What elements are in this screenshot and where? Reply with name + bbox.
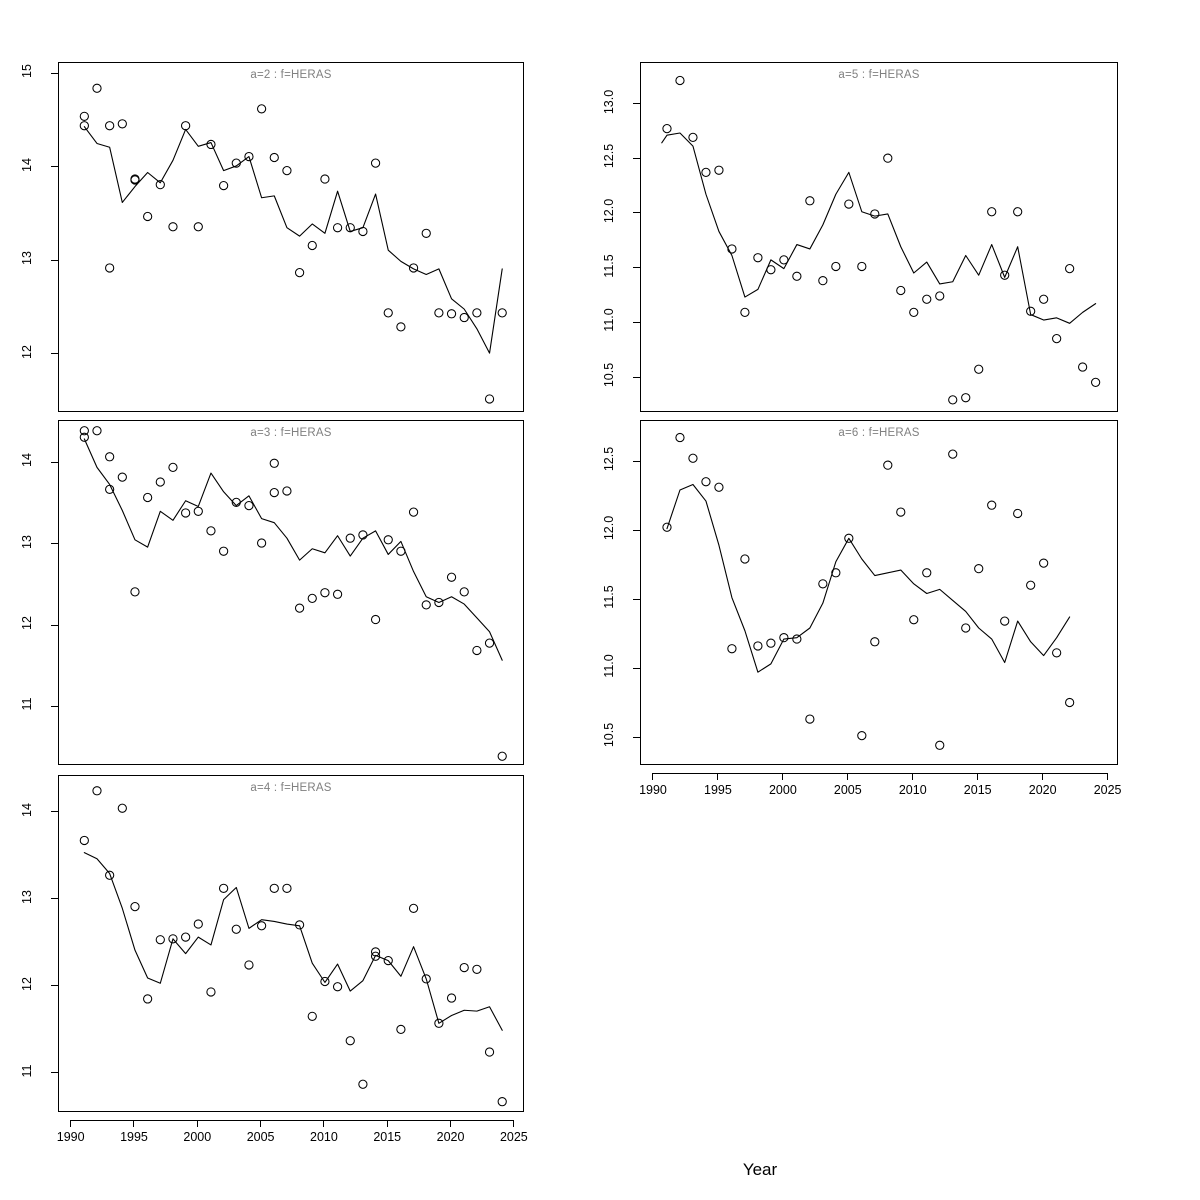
data-point	[182, 509, 190, 517]
data-point	[156, 478, 164, 486]
data-point	[702, 168, 710, 176]
x-axis-line	[653, 773, 1108, 774]
series-layer-a2	[59, 63, 524, 412]
data-point	[283, 487, 291, 495]
data-point	[447, 310, 455, 318]
data-point	[422, 601, 430, 609]
data-point	[258, 922, 266, 930]
data-point	[1092, 378, 1100, 386]
data-point	[409, 508, 417, 516]
data-point	[220, 181, 228, 189]
data-point	[910, 616, 918, 624]
data-point	[194, 223, 202, 231]
data-point	[1014, 208, 1022, 216]
x-tick-label: 2005	[246, 1130, 275, 1144]
y-tick-label: 14	[20, 802, 34, 817]
data-point	[1066, 698, 1074, 706]
data-point	[1027, 581, 1035, 589]
y-tick-label: 13	[20, 251, 34, 266]
data-point	[715, 483, 723, 491]
y-tick-label: 11.5	[602, 253, 616, 278]
data-point	[118, 120, 126, 128]
data-point	[258, 105, 266, 113]
data-point	[858, 262, 866, 270]
data-point	[845, 200, 853, 208]
y-tick-label: 11	[20, 697, 34, 711]
x-tick-label: 2010	[898, 783, 927, 797]
data-point	[460, 313, 468, 321]
y-tick-label: 13.0	[602, 89, 616, 114]
series-layer-a6	[641, 421, 1118, 765]
y-tick-label: 12	[20, 616, 34, 630]
panel-title-a5: a=5 : f=HERAS	[838, 69, 920, 81]
data-point	[936, 292, 944, 300]
x-tick-mark	[782, 773, 783, 780]
x-tick-label: 2000	[183, 1130, 212, 1144]
data-point	[144, 212, 152, 220]
data-point	[473, 309, 481, 317]
data-point	[936, 741, 944, 749]
panel-title-a4: a=4 : f=HERAS	[250, 782, 332, 794]
data-point	[806, 197, 814, 205]
fitted-line	[84, 439, 502, 660]
y-tick-label: 11.0	[602, 654, 616, 679]
data-point	[923, 295, 931, 303]
data-point	[871, 210, 879, 218]
y-tick-mark	[51, 462, 58, 463]
plot-panel-a4	[58, 775, 524, 1112]
data-point	[897, 286, 905, 294]
y-tick-label: 13	[20, 534, 34, 549]
y-tick-label: 12	[20, 976, 34, 991]
data-point	[194, 507, 202, 515]
y-tick-mark	[633, 737, 640, 738]
data-point	[923, 569, 931, 577]
y-tick-mark	[51, 625, 58, 626]
data-point	[676, 433, 684, 441]
data-point	[308, 241, 316, 249]
x-tick-mark	[652, 773, 653, 780]
data-point	[832, 262, 840, 270]
plot-panel-a6	[640, 420, 1118, 765]
y-tick-label: 11.5	[602, 585, 616, 610]
plot-panel-a5	[640, 62, 1118, 412]
x-tick-mark	[387, 1120, 388, 1127]
data-point	[910, 308, 918, 316]
x-tick-mark	[450, 1120, 451, 1127]
data-point	[106, 871, 114, 879]
x-tick-mark	[717, 773, 718, 780]
data-point	[182, 933, 190, 941]
data-point	[806, 715, 814, 723]
data-point	[296, 269, 304, 277]
y-tick-mark	[51, 543, 58, 544]
fitted-line	[84, 853, 502, 1031]
y-tick-mark	[633, 668, 640, 669]
data-point	[498, 1098, 506, 1106]
x-axis-line	[71, 1120, 514, 1121]
x-tick-label: 2005	[833, 783, 862, 797]
data-point	[397, 1025, 405, 1033]
data-point	[1079, 363, 1087, 371]
series-layer-a4	[59, 776, 524, 1112]
data-point	[194, 920, 202, 928]
data-point	[346, 534, 354, 542]
data-point	[1066, 265, 1074, 273]
panel-title-a2: a=2 : f=HERAS	[250, 69, 332, 81]
y-tick-label: 10.5	[602, 723, 616, 748]
x-tick-label: 2010	[310, 1130, 338, 1144]
data-point	[245, 961, 253, 969]
y-tick-mark	[633, 158, 640, 159]
observation-points	[80, 787, 506, 1106]
data-point	[371, 159, 379, 167]
data-point	[728, 245, 736, 253]
data-point	[270, 489, 278, 497]
data-point	[689, 133, 697, 141]
series-layer-a5	[641, 63, 1118, 412]
plot-panel-a2	[58, 62, 524, 412]
x-tick-mark	[977, 773, 978, 780]
data-point	[308, 594, 316, 602]
y-tick-label: 14	[20, 453, 34, 468]
data-point	[118, 804, 126, 812]
x-tick-label: 1990	[639, 783, 667, 797]
data-point	[897, 508, 905, 516]
data-point	[767, 639, 775, 647]
data-point	[447, 994, 455, 1002]
y-tick-mark	[51, 706, 58, 707]
x-tick-mark	[323, 1120, 324, 1127]
x-tick-label: 2000	[768, 783, 797, 797]
y-tick-label: 12.5	[602, 447, 616, 472]
data-point	[220, 547, 228, 555]
data-point	[346, 1037, 354, 1045]
data-point	[663, 125, 671, 133]
data-point	[884, 461, 892, 469]
y-tick-mark	[51, 260, 58, 261]
data-point	[460, 963, 468, 971]
data-point	[207, 140, 215, 148]
y-tick-mark	[633, 599, 640, 600]
x-tick-label: 2020	[436, 1130, 465, 1144]
y-tick-mark	[633, 530, 640, 531]
data-point	[270, 153, 278, 161]
data-point	[422, 229, 430, 237]
data-point	[793, 272, 801, 280]
x-tick-mark	[70, 1120, 71, 1127]
y-tick-mark	[633, 212, 640, 213]
data-point	[384, 536, 392, 544]
data-point	[1014, 509, 1022, 517]
data-point	[283, 884, 291, 892]
data-point	[473, 965, 481, 973]
data-point	[447, 573, 455, 581]
data-point	[676, 76, 684, 84]
observation-points	[663, 76, 1100, 404]
data-point	[988, 501, 996, 509]
data-point	[131, 903, 139, 911]
data-point	[460, 588, 468, 596]
data-point	[207, 527, 215, 535]
data-point	[485, 639, 493, 647]
panel-title-a3: a=3 : f=HERAS	[250, 427, 332, 439]
data-point	[949, 396, 957, 404]
data-point	[485, 395, 493, 403]
data-point	[384, 309, 392, 317]
data-point	[371, 615, 379, 623]
x-tick-label: 2020	[1028, 783, 1057, 797]
x-tick-label: 2015	[963, 783, 992, 797]
data-point	[333, 590, 341, 598]
x-tick-mark	[133, 1120, 134, 1127]
data-point	[975, 565, 983, 573]
x-tick-mark	[1107, 773, 1108, 780]
y-tick-mark	[51, 811, 58, 812]
data-point	[118, 473, 126, 481]
data-point	[333, 224, 341, 232]
x-tick-mark	[197, 1120, 198, 1127]
data-point	[258, 539, 266, 547]
data-point	[397, 323, 405, 331]
data-point	[245, 502, 253, 510]
data-point	[93, 84, 101, 92]
data-point	[498, 752, 506, 760]
y-tick-mark	[633, 322, 640, 323]
data-point	[962, 624, 970, 632]
data-point	[270, 459, 278, 467]
y-tick-label: 14	[20, 157, 34, 172]
data-point	[975, 365, 983, 373]
y-tick-mark	[51, 898, 58, 899]
data-point	[182, 122, 190, 130]
data-point	[858, 732, 866, 740]
data-point	[283, 167, 291, 175]
data-point	[715, 166, 723, 174]
data-point	[485, 1048, 493, 1056]
data-point	[156, 936, 164, 944]
y-tick-label: 10.5	[602, 362, 616, 388]
observation-points	[80, 84, 506, 403]
y-tick-label: 15	[20, 64, 34, 79]
y-tick-mark	[633, 377, 640, 378]
data-point	[473, 646, 481, 654]
data-point	[741, 555, 749, 563]
y-tick-mark	[51, 985, 58, 986]
plot-panel-a3	[58, 420, 524, 765]
data-point	[220, 884, 228, 892]
y-tick-label: 12.0	[602, 198, 616, 224]
x-tick-label: 1990	[56, 1130, 85, 1144]
x-tick-mark	[912, 773, 913, 780]
data-point	[741, 308, 749, 316]
fitted-line	[667, 484, 1070, 672]
series-layer-a3	[59, 421, 524, 765]
data-point	[169, 463, 177, 471]
x-tick-label: 2025	[1093, 783, 1122, 797]
data-point	[409, 904, 417, 912]
x-tick-mark	[260, 1120, 261, 1127]
y-tick-mark	[633, 103, 640, 104]
fitted-line	[662, 133, 1096, 323]
x-tick-mark	[513, 1120, 514, 1127]
panel-title-a6: a=6 : f=HERAS	[838, 427, 920, 439]
data-point	[1001, 271, 1009, 279]
data-point	[1053, 649, 1061, 657]
y-tick-label: 12	[20, 345, 34, 359]
observation-points	[663, 433, 1074, 749]
x-axis-label: Year	[742, 1160, 778, 1179]
data-point	[702, 478, 710, 486]
data-point	[93, 427, 101, 435]
data-point	[321, 175, 329, 183]
data-point	[1053, 335, 1061, 343]
data-point	[780, 634, 788, 642]
data-point	[819, 580, 827, 588]
data-point	[949, 450, 957, 458]
data-point	[754, 254, 762, 262]
data-point	[1040, 295, 1048, 303]
y-tick-mark	[51, 166, 58, 167]
data-point	[296, 604, 304, 612]
data-point	[359, 1080, 367, 1088]
data-point	[232, 925, 240, 933]
data-point	[169, 223, 177, 231]
x-tick-mark	[847, 773, 848, 780]
data-point	[321, 589, 329, 597]
data-point	[270, 884, 278, 892]
data-point	[131, 588, 139, 596]
data-point	[962, 394, 970, 402]
data-point	[333, 983, 341, 991]
y-tick-label: 11	[20, 1064, 34, 1078]
y-tick-label: 13	[20, 889, 34, 904]
y-tick-mark	[633, 461, 640, 462]
data-point	[80, 122, 88, 130]
data-point	[93, 787, 101, 795]
data-point	[308, 1012, 316, 1020]
data-point	[144, 995, 152, 1003]
x-tick-label: 2025	[499, 1130, 528, 1144]
y-tick-mark	[51, 1072, 58, 1073]
data-point	[498, 309, 506, 317]
observation-points	[80, 427, 506, 761]
data-point	[884, 154, 892, 162]
data-point	[144, 493, 152, 501]
x-tick-mark	[1042, 773, 1043, 780]
data-point	[988, 208, 996, 216]
data-point	[207, 988, 215, 996]
data-point	[106, 122, 114, 130]
x-tick-label: 1995	[120, 1130, 148, 1144]
data-point	[106, 453, 114, 461]
y-tick-mark	[633, 267, 640, 268]
y-tick-label: 11.0	[602, 308, 616, 333]
data-point	[728, 645, 736, 653]
data-point	[819, 277, 827, 285]
x-tick-label: 1995	[704, 783, 732, 797]
y-tick-mark	[51, 353, 58, 354]
data-point	[1040, 559, 1048, 567]
data-point	[871, 638, 879, 646]
data-point	[409, 264, 417, 272]
data-point	[1001, 617, 1009, 625]
data-point	[754, 642, 762, 650]
fitted-line	[84, 127, 502, 353]
data-point	[689, 454, 697, 462]
data-point	[106, 264, 114, 272]
y-tick-label: 12.5	[602, 144, 616, 169]
x-tick-label: 2015	[373, 1130, 402, 1144]
y-tick-mark	[51, 73, 58, 74]
y-tick-label: 12.0	[602, 516, 616, 541]
data-point	[80, 836, 88, 844]
data-point	[80, 112, 88, 120]
data-point	[435, 309, 443, 317]
